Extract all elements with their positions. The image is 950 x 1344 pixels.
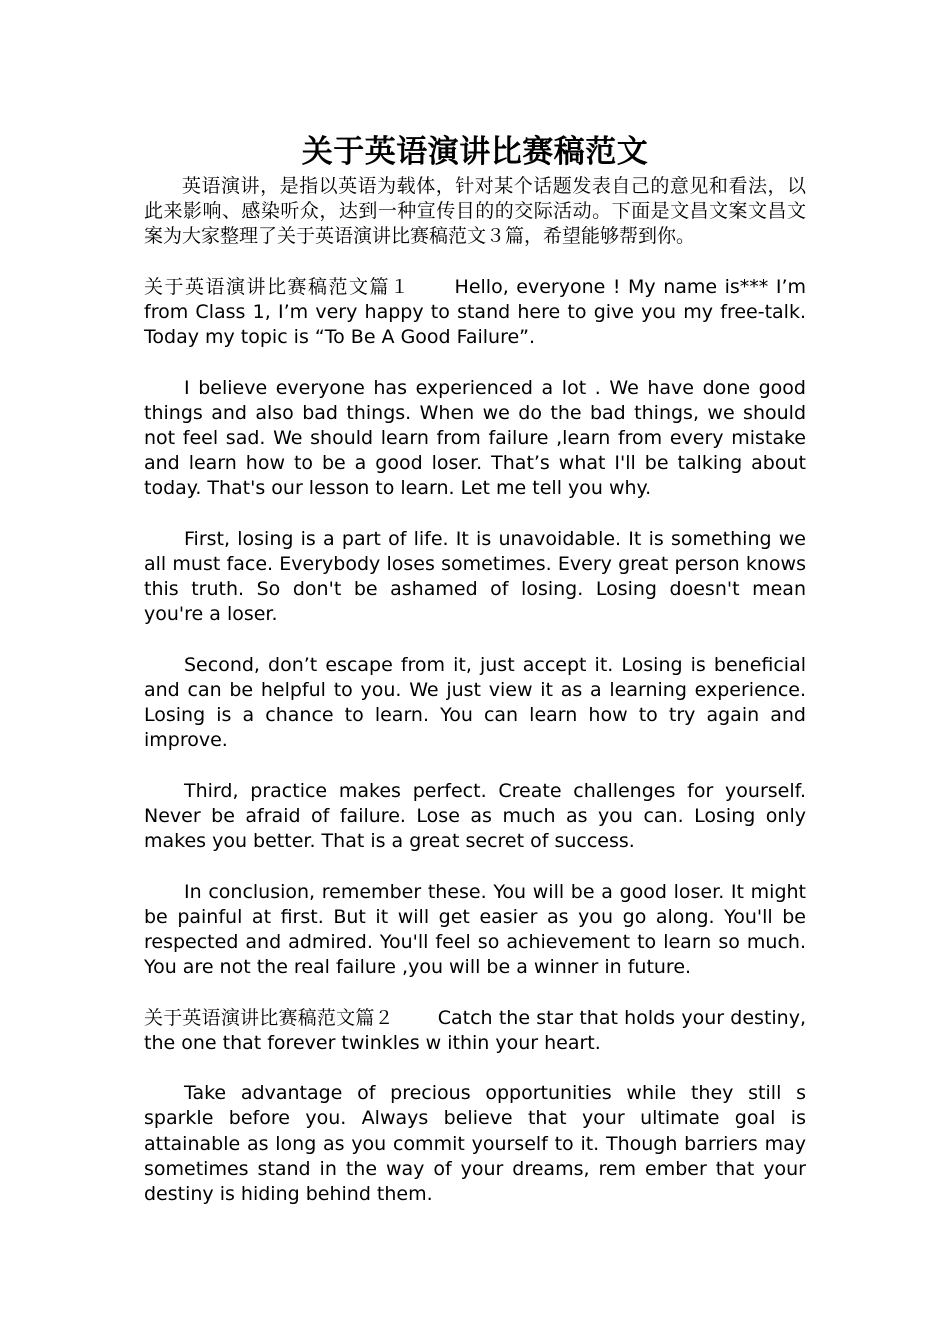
- section-2-text: Catch the star that holds your destiny, the one that forever twinkles w ithin your heart.: [144, 1006, 806, 1054]
- intro-paragraph: 英语演讲，是指以英语为载体，针对某个话题发表自己的意见和看法，以此来影响、感染听众，达到一种宣传目的的交际活动。下面是文昌文案文昌文案为大家整理了关于英语演讲比赛稿范文３篇，希望能够帮到你。: [144, 175, 806, 248]
- document-body: [144, 130, 806, 1207]
- body-paragraph: I believe everyone has experienced a lot . We have done good things and also bad things. When we do the bad things, we should not feel sad. We should learn from failure ,learn from every mistake and learn how to be a good loser. That’s what I'll be talking about today. That's our lesson to learn. Let me tell you why.: [144, 376, 806, 500]
- body-paragraph: Second, don’t escape from it, just accept it. Losing is beneficial and can be helpful to you. We just view it as a learning experience. Losing is a chance to learn. You can learn how to try again and improve.: [144, 653, 806, 752]
- section-1-text: Hello, everyone ! My name is*** I’m from Class 1, I’m very happy to stand here to give you my free-talk. Today my topic is “To Be A Good Failure”.: [144, 275, 806, 349]
- body-paragraph: Take advantage of precious opportunities while they still s sparkle before you. Always believe that your ultimate goal is attainable as long as you commit yourself to it. Though barriers may sometimes stand in the way of your dreams, rem ember that your destiny is hiding behind them.: [144, 1082, 806, 1205]
- section-1-opening: [144, 275, 806, 351]
- body-paragraph: Third, practice makes perfect. Create challenges for yourself. Never be afraid of failure. Lose as much as you can. Losing only makes you better. That is a great secret of success.: [144, 779, 806, 853]
- document-title: 关于英语演讲比赛稿范文: [301, 134, 649, 170]
- section-1-heading: 关于英语演讲比赛稿范文篇１: [144, 275, 411, 298]
- body-paragraph: First, losing is a part of life. It is unavoidable. It is something we all must face. Everybody loses sometimes. Every great person knows this truth. So don't be ashamed of losing. Losing doesn't mean you're a loser.: [144, 527, 806, 626]
- body-paragraph: In conclusion, remember these. You will be a good loser. It might be painful at first. But it will get easier as you go along. You'll be respected and admired. You'll feel so achievement to learn so much. You are not the real failure ,you will be a winner in future.: [144, 880, 806, 979]
- section-2-heading: 关于英语演讲比赛稿范文篇２: [144, 1006, 394, 1029]
- section-2-opening: [144, 1006, 806, 1056]
